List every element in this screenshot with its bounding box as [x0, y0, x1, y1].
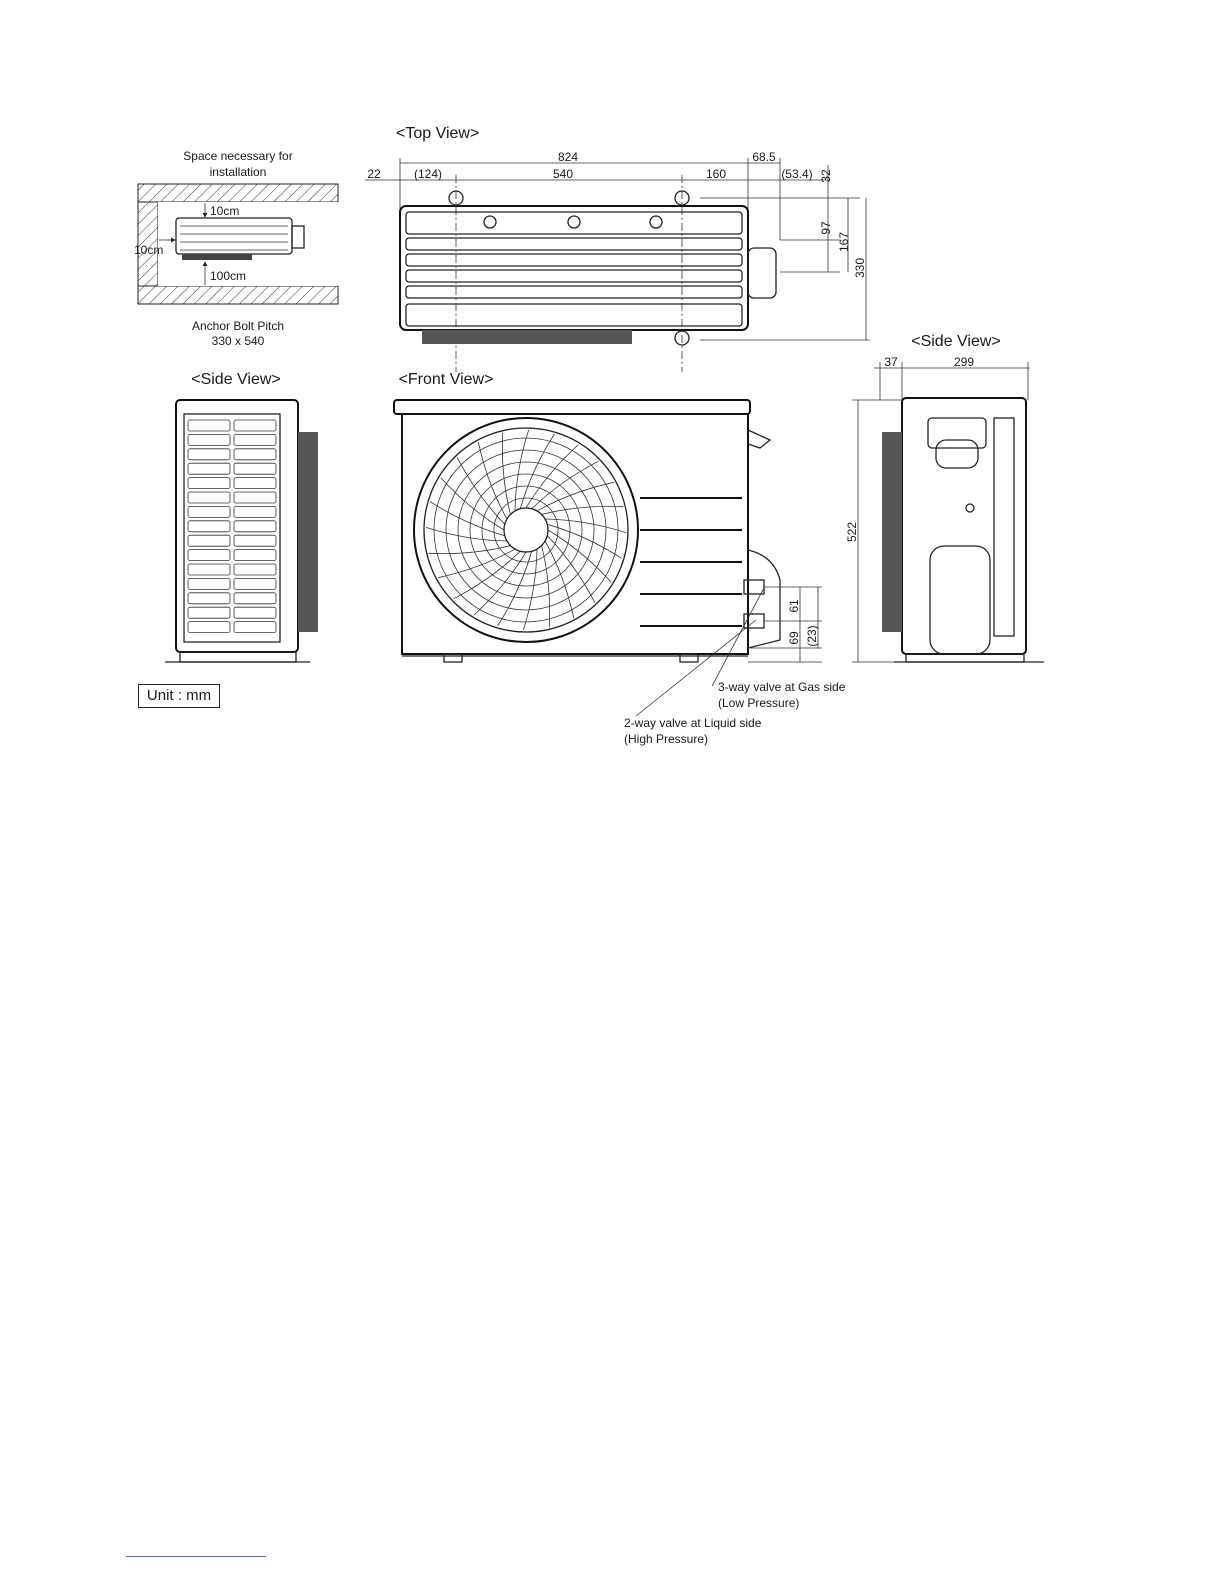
grille-slot [188, 434, 230, 445]
clearance-top-label: 10cm [210, 204, 240, 218]
left-side-fan-guard [298, 432, 318, 632]
dim-299: 299 [953, 355, 975, 369]
grille-slot [188, 521, 230, 532]
grille-slot [234, 420, 276, 431]
top-view-fan-guard [422, 330, 632, 344]
fan-ring [458, 462, 594, 598]
gas-valve-note-line2: (Low Pressure) [718, 696, 800, 710]
wall-bottom [138, 286, 338, 304]
liquid-valve-note-line1: 2-way valve at Liquid side [624, 716, 762, 730]
dim-37: 37 [884, 355, 898, 369]
clearance-front-label: 100cm [210, 269, 247, 283]
fan-spoke [523, 549, 537, 630]
fan-spoke [498, 551, 532, 626]
anchor-bolt-title: Anchor Bolt Pitch [191, 319, 285, 333]
grille-slot [188, 463, 230, 474]
clearance-side-label: 10cm [134, 243, 164, 257]
grille-slot [188, 578, 230, 589]
grille-slot [188, 420, 230, 431]
dim-97: 97 [819, 221, 833, 235]
right-side-valve-cover [930, 546, 990, 654]
fan-spoke [542, 546, 550, 628]
grille-slot [234, 434, 276, 445]
dim-522: 522 [845, 521, 859, 543]
dim-124: (124) [413, 167, 443, 181]
liquid-valve-note-line2: (High Pressure) [624, 732, 709, 746]
front-view [394, 371, 846, 746]
installation-title-line1: Space necessary for [183, 149, 293, 163]
right-side-fan-guard [882, 432, 902, 632]
fan-spoke [426, 527, 507, 541]
grille-slot [234, 492, 276, 503]
right-side-view [845, 333, 1044, 662]
grille-slot [234, 550, 276, 561]
top-view-body [400, 206, 748, 330]
dim-540: 540 [552, 167, 574, 181]
fan-grille-spokes [426, 430, 626, 630]
grille-slot [234, 607, 276, 618]
grille-slot [188, 622, 230, 633]
dim-53-4: (53.4) [781, 167, 813, 181]
wall-top [138, 184, 338, 202]
top-view [365, 125, 870, 372]
unit-label: Unit : mm [138, 684, 220, 708]
installation-title-line2: installation [209, 165, 267, 179]
grille-slot [234, 478, 276, 489]
dim-68-5: 68.5 [752, 150, 776, 164]
fan-spoke [515, 430, 529, 511]
dim-61: 61 [787, 599, 801, 613]
anchor-bolt-pitch: 330 x 540 [211, 334, 265, 348]
front-view-fan-guard [414, 418, 638, 642]
grille-slot [188, 506, 230, 517]
fan-spoke [502, 433, 510, 515]
grille-slot [234, 463, 276, 474]
fan-spoke [429, 546, 511, 554]
grille-slot [188, 535, 230, 546]
grille-slot [188, 564, 230, 575]
dim-22: 22 [367, 167, 381, 181]
left-side-view-title: <Side View> [191, 371, 281, 388]
fan-spoke [520, 434, 554, 509]
right-side-view-title: <Side View> [911, 333, 1001, 350]
fan-spoke [430, 502, 505, 536]
grille-slot [188, 478, 230, 489]
top-view-valves [748, 248, 776, 298]
grille-slot [234, 622, 276, 633]
left-side-grille [188, 420, 276, 633]
grille-slot [188, 593, 230, 604]
grille-slot [188, 550, 230, 561]
fan-ring [482, 486, 570, 574]
fan-spoke [545, 519, 626, 533]
grille-slot [188, 492, 230, 503]
left-side-view [165, 371, 318, 662]
front-view-valve-cover [748, 550, 780, 648]
dim-23: (23) [805, 625, 819, 647]
installation-space-diagram [134, 149, 338, 348]
fan-spoke [547, 524, 622, 558]
gas-valve-note-line1: 3-way valve at Gas side [718, 680, 846, 694]
right-side-body [902, 398, 1026, 654]
grille-slot [234, 578, 276, 589]
grille-slot [234, 564, 276, 575]
front-view-title: <Front View> [398, 371, 494, 388]
dim-69: 69 [787, 631, 801, 645]
footer-rule [126, 1556, 266, 1557]
dim-32: 32 [819, 169, 833, 183]
dim-167: 167 [837, 231, 851, 253]
grille-slot [234, 506, 276, 517]
dim-330: 330 [853, 257, 867, 279]
grille-slot [234, 593, 276, 604]
dim-160: 160 [705, 167, 727, 181]
grille-slot [188, 607, 230, 618]
grille-slot [234, 449, 276, 460]
dim-824: 824 [557, 150, 579, 164]
grille-slot [234, 521, 276, 532]
grille-slot [234, 535, 276, 546]
grille-slot [188, 449, 230, 460]
top-view-title: <Top View> [396, 125, 480, 142]
fan-spoke [542, 506, 624, 514]
